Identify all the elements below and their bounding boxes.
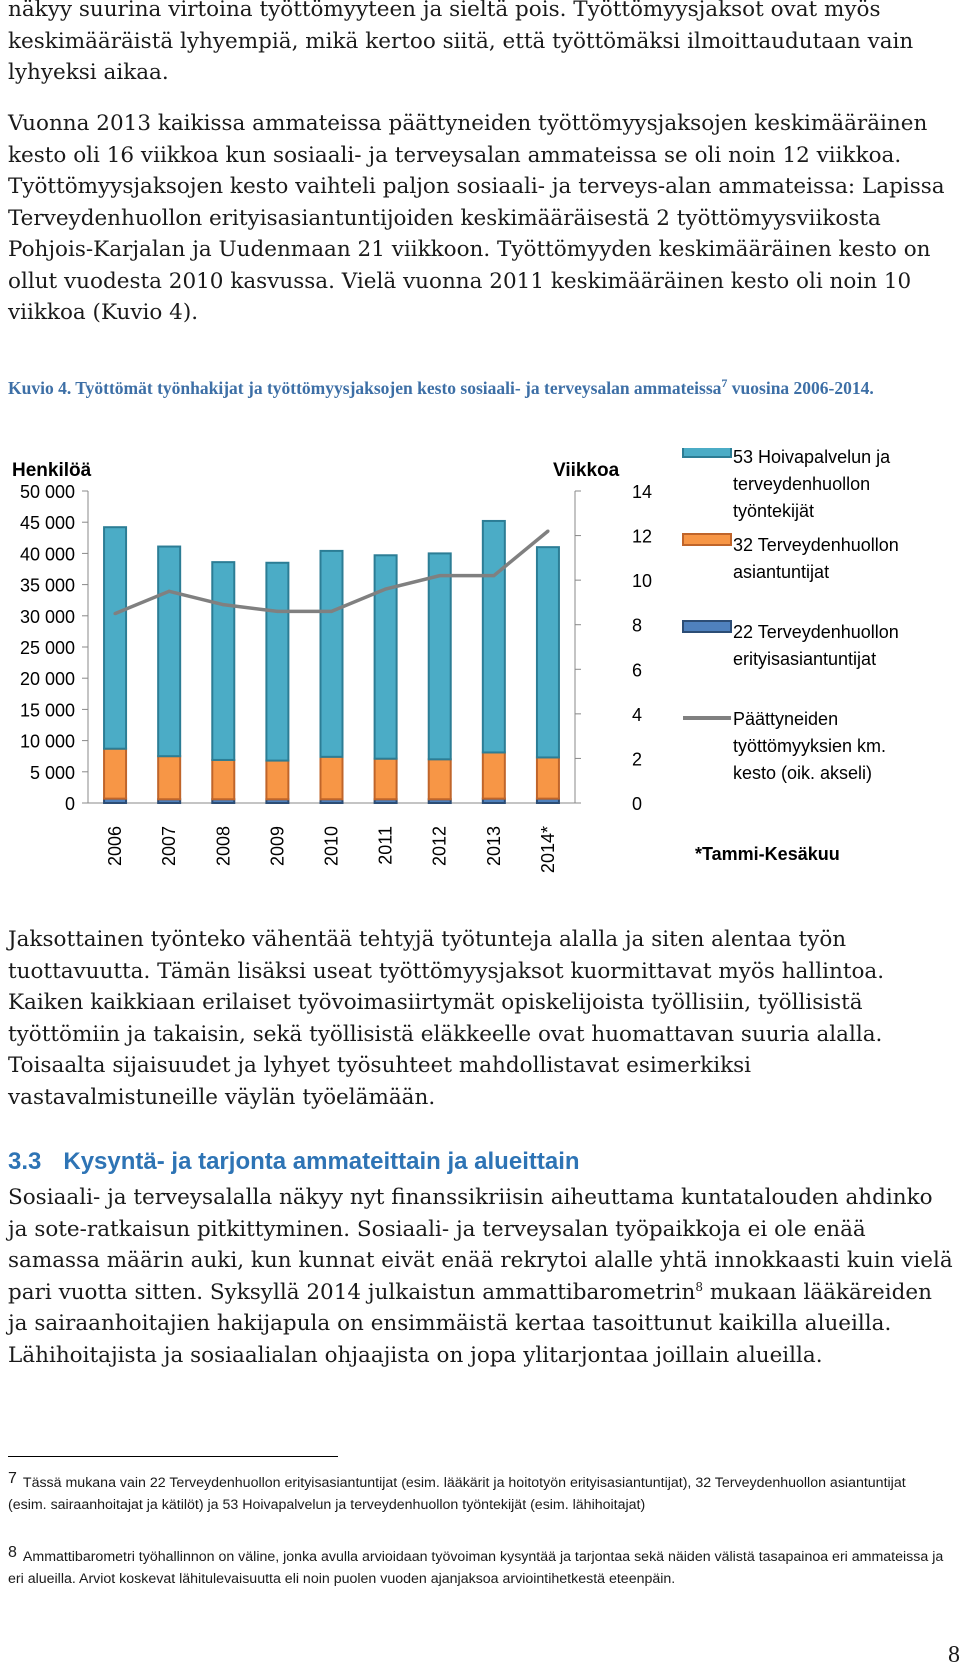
right-tick-label: 4 (632, 704, 643, 725)
left-axis-title: Henkilöä (12, 460, 92, 481)
legend-swatch-s32 (683, 534, 731, 545)
left-tick-label: 0 (64, 794, 75, 814)
footnote-mark: 7 (8, 1470, 17, 1487)
bar-s53-2007 (158, 547, 180, 757)
duration-point (330, 610, 333, 613)
bar-s32-2008 (212, 760, 234, 799)
left-tick-label: 50 000 (19, 482, 75, 502)
x-tick-label: 2006 (105, 826, 126, 867)
duration-point (438, 574, 441, 577)
right-tick-label: 14 (632, 482, 653, 502)
footnote-8 (8, 1546, 948, 1590)
right-tick-label: 6 (632, 660, 643, 681)
duration-point (492, 574, 495, 577)
left-tick-label: 45 000 (19, 513, 75, 534)
legend-label: asiantuntijat (733, 562, 830, 582)
page-number: 8 (948, 1642, 960, 1668)
footnote-text: Ammattibarometri työhallinnon on väline, jonka avulla arvioidaan työvoiman kysyntää ja tarjontaa sekä näiden välistä tasapainoa eri ammateissa ja eri alueilla. Arviot koskevat lähitulevaisuutta eli noin puolen vuoden ajanjaksoa arviointihetkestä eteenpäin. (8, 1549, 944, 1587)
legend-label: terveydenhuollon (733, 474, 871, 494)
x-tick-label: 2010 (321, 826, 342, 867)
right-tick-label: 8 (632, 615, 643, 636)
duration-point (276, 610, 279, 613)
duration-point (113, 612, 116, 615)
legend-label: 32 Terveydenhuollon (733, 535, 899, 555)
section-title: Kysyntä- ja tarjonta ammateittain ja alueittain (63, 1148, 580, 1175)
section-number: 3.3 (8, 1148, 42, 1175)
bar-s32-2010 (321, 757, 343, 799)
bar-s32-2011 (375, 759, 397, 800)
bar-s53-2010 (321, 551, 343, 757)
bar-s32-2006 (104, 749, 126, 799)
bar-s32-2009 (266, 761, 288, 800)
bar-s53-2012 (429, 553, 451, 759)
legend-label: työntekijät (733, 501, 815, 521)
left-tick-label: 15 000 (19, 700, 75, 721)
section-heading (8, 1148, 580, 1176)
legend-swatch-s22 (683, 621, 731, 632)
bar-s53-2009 (266, 563, 288, 761)
right-tick-label: 0 (632, 794, 643, 814)
bar-s53-2006 (104, 527, 126, 749)
x-tick-label: 2013 (483, 826, 504, 867)
left-tick-label: 5 000 (29, 762, 75, 783)
footnote-divider (8, 1456, 338, 1457)
footnote-ref-8: 8 (695, 1279, 703, 1294)
figure-caption (8, 376, 958, 401)
x-tick-label: 2014* (537, 826, 558, 874)
bar-s32-2014* (537, 757, 559, 798)
legend-label: 53 Hoivapalvelun ja (733, 448, 891, 467)
paragraph-demand-a: Sosiaali- ja terveysalalla näkyy nyt finanssikriisin aiheuttama kuntatalouden ahdinko ja sote-ratkaisun pitkittyminen. Sosiaali- ja terveysalan työpaikkoja ei ole enää samassa määrin auki, kun kunnat eivät enää rekrytoi alalle yhtä innokkaasti kuin vielä pari vuotta sitten. Syksyllä 2014 julkaistun ammattibarometrin (8, 1185, 953, 1305)
left-tick-label: 40 000 (19, 544, 75, 565)
duration-point (384, 587, 387, 590)
legend-label: Päättyneiden (733, 709, 839, 729)
right-tick-label: 2 (632, 749, 643, 770)
x-tick-label: 2011 (375, 826, 396, 865)
legend-label: erityisasiantuntijat (733, 649, 877, 669)
bar-s53-2014* (537, 547, 559, 757)
left-tick-label: 10 000 (19, 731, 75, 752)
duration-point (168, 590, 171, 593)
caption-text: Kuvio 4. Työttömät työnhakijat ja työttömyysjaksojen kesto sosiaali- ja terveysalan ammateissa (8, 378, 722, 398)
x-tick-label: 2009 (267, 826, 288, 867)
footnote-text: Tässä mukana vain 22 Terveydenhuollon erityisasiantuntijat (esim. lääkärit ja hoitotyön erityisasiantuntijat), 32 Terveydenhuollon asiantuntijat (esim. sairaanhoitajat ja kätilöt) ja 53 Hoivapalvelun ja terveydenhuollon työntekijät (esim. lähihoitajat) (8, 1475, 906, 1513)
x-tick-label: 2012 (429, 826, 450, 867)
paragraph-duration: Vuonna 2013 kaikissa ammateissa päättyneiden työttömyysjaksojen keskimääräinen kesto oli 16 viikkoa kun sosiaali- ja terveysalan ammateissa se oli noin 12 viikkoa. Työttömyysjaksojen kesto vaihteli paljon sosiaali- ja terveys-alan ammateissa: Lapissa Terveydenhuollon erityisasiantuntijoiden keskimääräisestä 2 työttömyysviikosta Pohjois-Karjalan ja Uudenmaan 21 viikkoon. Työttömyyden keskimääräinen kesto on ollut vuodesta 2010 kasvussa. Vielä vuonna 2011 keskimääräinen kesto oli noin 10 viikkoa (Kuvio 4). (8, 111, 945, 325)
unemployment-chart (0, 448, 960, 888)
right-axis-title: Viikkoa (553, 460, 620, 481)
left-tick-label: 35 000 (19, 575, 75, 596)
left-tick-label: 30 000 (19, 606, 75, 627)
paragraph-demand (8, 1182, 958, 1371)
bar-s32-2007 (158, 756, 180, 799)
bar-s53-2008 (212, 562, 234, 760)
bar-s53-2013 (483, 521, 505, 753)
caption-footnote-ref: 7 (721, 376, 728, 391)
left-tick-label: 25 000 (19, 638, 75, 658)
bar-s32-2012 (429, 759, 451, 799)
legend-swatch-s53 (683, 448, 731, 457)
paragraph-fragmented-work: Jaksottainen työnteko vähentää tehtyjä työtunteja alalla ja siten alentaa työn tuottavuutta. Tämän lisäksi useat työttömyysjaksot kuormittavat myös hallintoa. Kaiken kaikkiaan erilaiset työvoimasiirtymät opiskelijoista työllisiin, työllisistä työttömiin ja takaisin, sekä työllisistä eläkkeelle ovat huomattavan suuria alalla. Toisaalta sijaisuudet ja lyhyet työsuhteet mahdollistavat esimerkiksi vastavalmistuneille väylän työelämään. (8, 927, 885, 1110)
chart-note: *Tammi-Kesäkuu (695, 844, 840, 864)
footnote-7 (8, 1472, 948, 1516)
left-tick-label: 20 000 (19, 669, 75, 690)
right-tick-label: 12 (632, 526, 653, 547)
bar-s32-2013 (483, 752, 505, 798)
legend-label: kesto (oik. akseli) (733, 763, 873, 783)
legend-label: 22 Terveydenhuollon (733, 622, 899, 642)
right-tick-label: 10 (632, 571, 653, 592)
duration-point (222, 603, 225, 606)
caption-tail: vuosina 2006-2014. (727, 378, 874, 398)
legend-label: työttömyyksien km. (733, 736, 887, 756)
paragraph-demand-b: mukaan lääkäreiden ja sairaanhoitajien hakijapula on ensimmäistä kertaa tasoittunut kaikilla alueilla. Lähihoitajista ja sosiaalialan ohjaajista on jopa ylitarjontaa joillain alueilla. (8, 1279, 932, 1368)
footnote-mark: 8 (8, 1544, 17, 1561)
x-tick-label: 2008 (213, 826, 234, 867)
x-tick-label: 2007 (159, 826, 180, 867)
paragraph-intro: näkyy suurina virtoina työttömyyteen ja sieltä pois. Työttömyysjaksot ovat myös keskimääräistä lyhyempiä, mikä kertoo siitä, että työttömäksi ilmoittaudutaan vain lyhyeksi aikaa. (8, 0, 914, 85)
duration-point (546, 530, 549, 533)
